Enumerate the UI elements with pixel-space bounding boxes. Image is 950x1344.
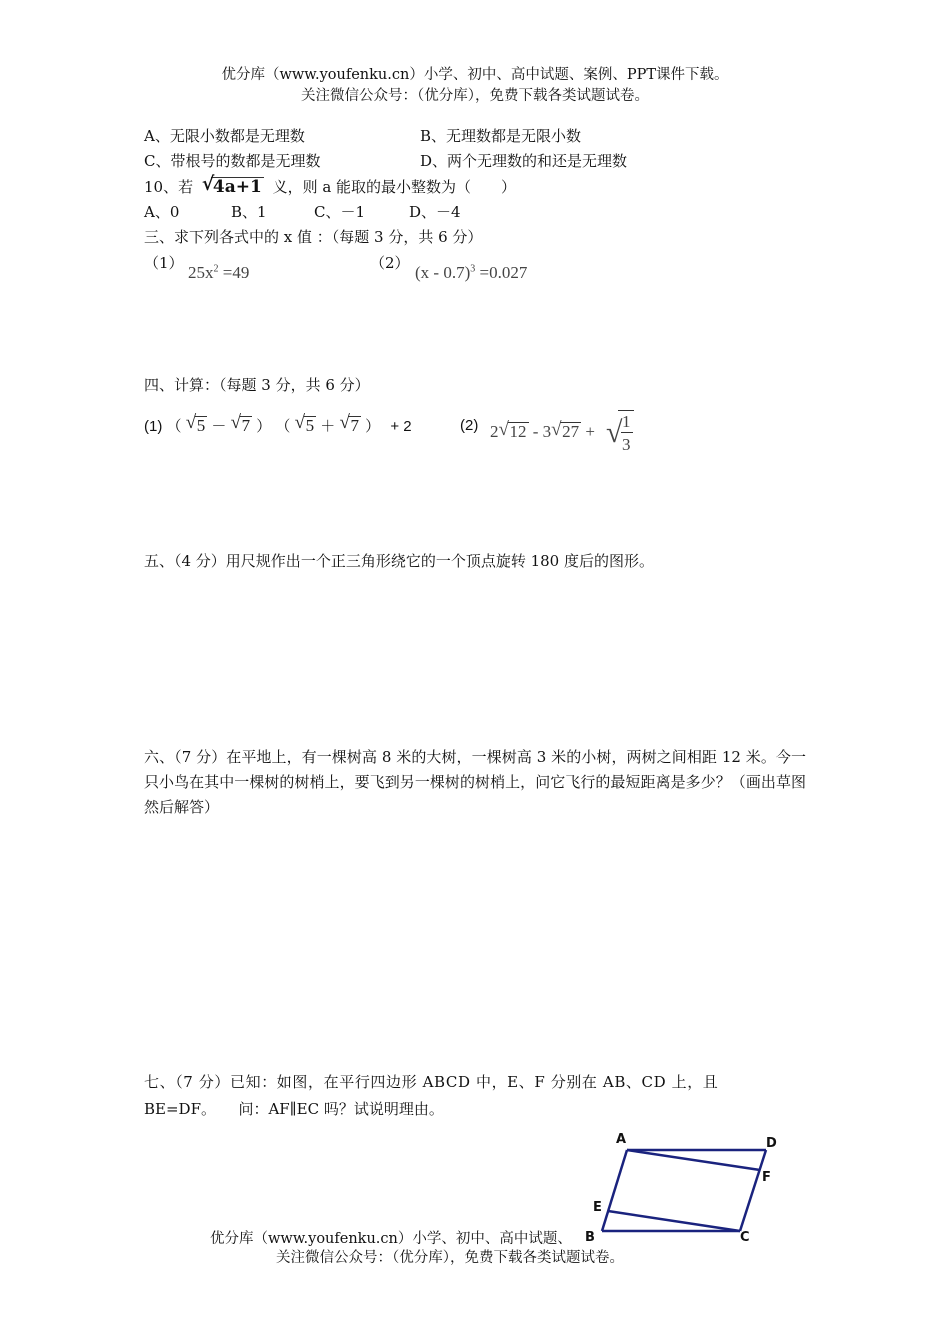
s4p2-sqrt2: √ 27 — [551, 419, 580, 441]
s4p1-sqrt3: √ 5 — [294, 412, 315, 435]
s3p2-lhs: (x - 0.7) — [415, 263, 471, 282]
s4p1-open2: （ — [275, 418, 291, 435]
segment-af — [627, 1150, 760, 1170]
s4p2-op2: + — [585, 422, 596, 441]
section4-title: 四、计算：（每题 3 分，共 6 分） — [144, 376, 370, 394]
s3p2-rhs: =0.027 — [479, 263, 528, 282]
s4p1-r3: 5 — [305, 416, 315, 435]
s4p2-sqrt-fraction — [606, 408, 636, 460]
s4p2-r2: 27 — [562, 422, 580, 441]
s4p1-r1: 5 — [196, 416, 206, 435]
section3-p2-equation — [415, 263, 527, 283]
s3p2-exp: 3 — [470, 263, 476, 275]
s3p1-rhs: =49 — [222, 263, 250, 282]
label-f: F — [762, 1170, 771, 1185]
footer-line-2: 关注微信公众号：（优分库），免费下载各类试题试卷。 — [276, 1250, 624, 1266]
q10-option-b: B、1 — [231, 203, 267, 221]
q9-option-d: D、两个无理数的和还是无理数 — [420, 152, 628, 170]
s4p1-r2: 7 — [241, 416, 251, 435]
section4-p2-expression — [490, 419, 596, 442]
footer-line-1: 优分库（www.youfenku.cn）小学、初中、高中试题、 — [210, 1231, 572, 1247]
s3p1-lhs: 25x — [188, 263, 214, 282]
parallelogram-figure — [580, 1125, 790, 1245]
label-a: A — [616, 1132, 627, 1147]
label-e: E — [593, 1200, 602, 1215]
section4-p1 — [144, 412, 412, 437]
q9-option-a: A、无限小数都是无理数 — [144, 127, 305, 145]
s4p1-r4: 7 — [350, 416, 359, 435]
q10-question — [144, 173, 517, 197]
section7-line2: BE=DF。 问：AF∥EC 吗？试说明理由。 — [144, 1100, 444, 1118]
section3-p1-label: （1） — [144, 254, 184, 272]
s4p1-close2: ） — [365, 418, 381, 435]
section3-p2-label: （2） — [370, 254, 410, 272]
parallelogram-lines — [602, 1150, 766, 1231]
q10-prefix: 10、若 — [144, 178, 194, 196]
segment-dc — [740, 1150, 766, 1231]
s4p1-sqrt2: √ 7 — [230, 412, 251, 435]
section5-text: 五、（4 分）用尺规作出一个正三角形绕它的一个顶点旋转 180 度后的图形。 — [144, 552, 654, 570]
segment-ec — [608, 1211, 740, 1231]
s3p1-exp: 2 — [213, 263, 219, 275]
q10-option-d: D、－4 — [409, 203, 461, 221]
section3-p1-equation — [188, 263, 249, 283]
q10-radical: √ 4a+1 — [201, 173, 262, 197]
s4p2-big-radical: √ — [606, 416, 623, 449]
s4p1-close1: ） — [256, 418, 272, 435]
q10-suffix: 义，则 a 能取的最小整数为（ ） — [272, 178, 517, 196]
s4p2-den: 3 — [622, 435, 631, 454]
s4p1-sqrt1: √ 5 — [185, 412, 206, 435]
section7-line1: 七、（7 分）已知：如图，在平行四边形 ABCD 中，E、F 分别在 AB、CD 上，且 — [144, 1073, 719, 1091]
s4p2-sqrt1: √ 12 — [498, 419, 527, 441]
s4p2-r1: 12 — [509, 422, 527, 441]
header-line-1: 优分库（www.youfenku.cn）小学、初中、高中试题、案例、PPT课件下载。 — [221, 67, 729, 83]
s4p2-op1: - 3 — [532, 422, 552, 441]
s4p1-open1: （ — [166, 418, 182, 435]
label-c: C — [740, 1230, 750, 1245]
q10-radicand: 4a+1 — [212, 177, 262, 197]
section6-text: 六、（7 分）在平地上，有一棵树高 8 米的大树，一棵树高 3 米的小树，两树之间相距 12 米。今一只小鸟在其中一棵树的树梢上，要飞到另一棵树的树梢上，问它飞行的最短距离是多少？（画出草图然后解答） — [144, 748, 806, 816]
s4p1-minus: － — [211, 418, 227, 435]
section3-title: 三、求下列各式中的 x 值 ：（每题 3 分，共 6 分） — [144, 228, 483, 246]
label-d: D — [766, 1136, 777, 1151]
s4p1-plus: ＋ — [320, 418, 336, 435]
q10-option-a: A、0 — [144, 203, 180, 221]
s4p1-label: (1) — [144, 418, 163, 435]
s4p1-tail: + 2 — [390, 418, 412, 435]
s4p2-vinculum — [618, 410, 634, 411]
s4p2-fraction-bar — [621, 432, 633, 433]
q9-option-c: C、带根号的数都是无理数 — [144, 152, 321, 170]
header-line-2: 关注微信公众号：（优分库），免费下载各类试题试卷。 — [301, 88, 649, 104]
s4p2-c1: 2 — [490, 422, 499, 441]
q10-option-c: C、－1 — [314, 203, 366, 221]
s4p1-sqrt4: √ 7 — [339, 412, 359, 435]
segment-ba — [602, 1150, 627, 1231]
label-b: B — [585, 1230, 595, 1245]
q9-option-b: B、无理数都是无限小数 — [420, 127, 582, 145]
s4p2-label: (2) — [460, 417, 479, 434]
s4p2-num: 1 — [622, 412, 631, 431]
